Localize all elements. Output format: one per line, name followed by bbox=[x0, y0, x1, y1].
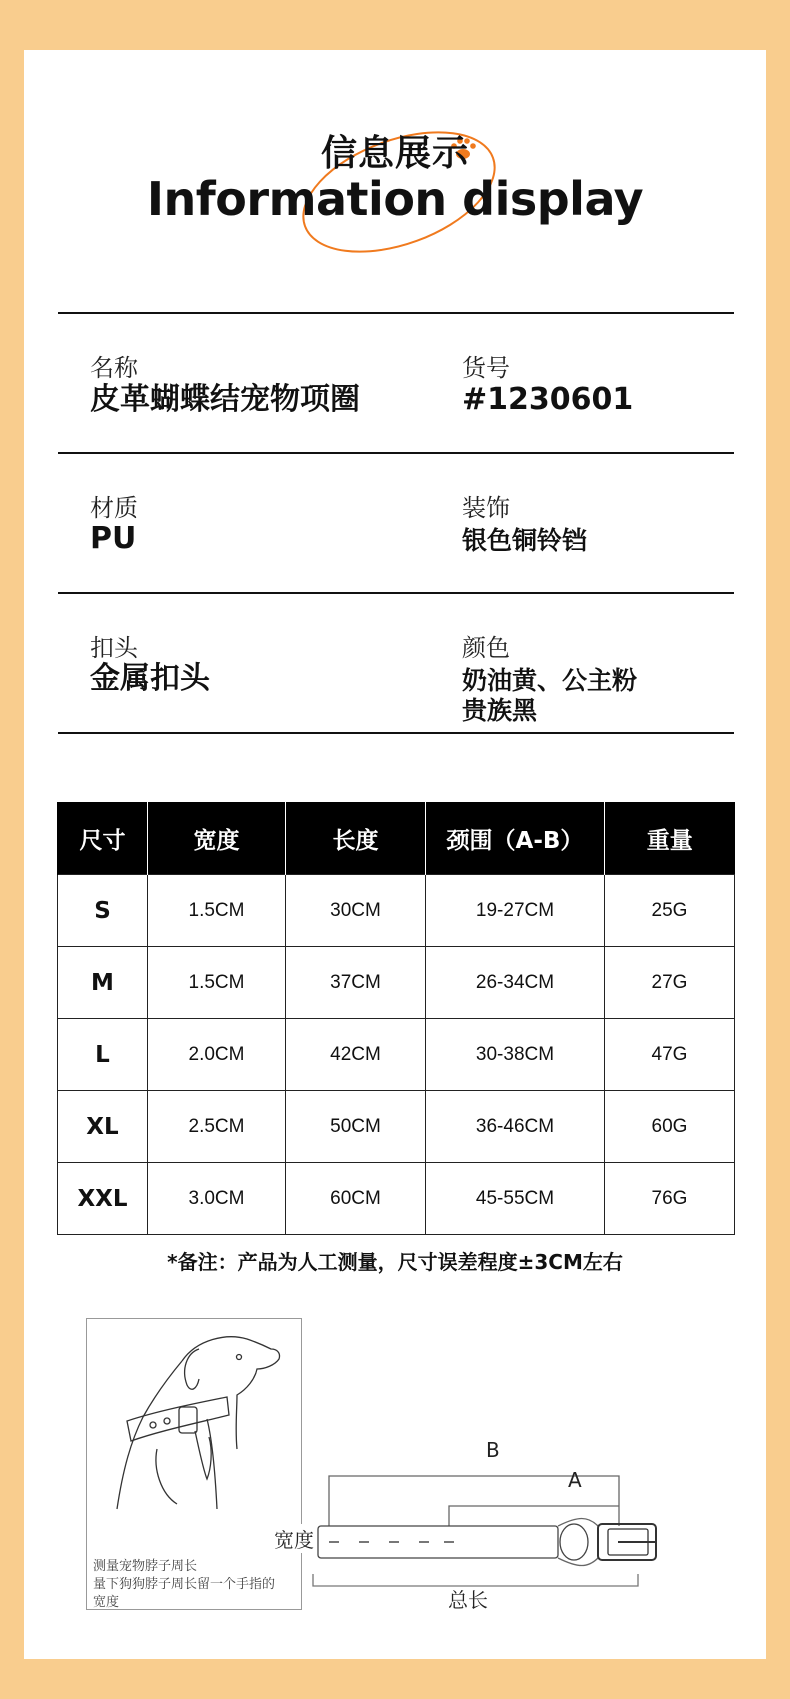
info-value-name: 皮革蝴蝶结宠物项圈 bbox=[90, 382, 360, 417]
table-row bbox=[58, 1091, 735, 1163]
info-label-color: 颜色 bbox=[462, 634, 510, 662]
table-cell: XL bbox=[58, 1091, 148, 1163]
dog-measure-panel bbox=[86, 1318, 302, 1610]
table-cell: 19-27CM bbox=[426, 875, 605, 947]
table-header-row bbox=[58, 802, 735, 875]
divider bbox=[58, 592, 734, 594]
dog-caption-line3: 宽度 bbox=[93, 1595, 120, 1610]
table-cell: 60G bbox=[605, 1091, 735, 1163]
info-label-decoration: 装饰 bbox=[462, 494, 510, 522]
divider bbox=[58, 452, 734, 454]
table-cell: 50CM bbox=[286, 1091, 426, 1163]
table-cell: 30CM bbox=[286, 875, 426, 947]
table-row bbox=[58, 875, 735, 947]
column-header-length: 长度 bbox=[286, 802, 426, 875]
info-label-buckle: 扣头 bbox=[90, 634, 138, 662]
table-cell: 76G bbox=[605, 1163, 735, 1235]
label-width: 宽度 bbox=[274, 1524, 314, 1553]
label-b: B bbox=[486, 1438, 500, 1462]
column-header-neck: 颈围（A-B） bbox=[426, 802, 605, 875]
table-cell: L bbox=[58, 1019, 148, 1091]
table-cell: 45-55CM bbox=[426, 1163, 605, 1235]
table-row bbox=[58, 1019, 735, 1091]
table-cell: M bbox=[58, 947, 148, 1019]
table-cell: 3.0CM bbox=[148, 1163, 286, 1235]
dog-caption-line2: 量下狗狗脖子周长留一个手指的 bbox=[93, 1577, 276, 1592]
info-value-color-line2: 贵族黑 bbox=[462, 696, 538, 725]
table-cell: 1.5CM bbox=[148, 875, 286, 947]
divider bbox=[58, 732, 734, 734]
dog-caption-line1: 测量宠物脖子周长 bbox=[93, 1559, 198, 1574]
table-cell: 60CM bbox=[286, 1163, 426, 1235]
table-row bbox=[58, 947, 735, 1019]
info-value-color-line1: 奶油黄、公主粉 bbox=[462, 666, 638, 695]
table-cell: XXL bbox=[58, 1163, 148, 1235]
label-a: A bbox=[568, 1468, 582, 1492]
info-value-sku: #1230601 bbox=[462, 382, 634, 417]
info-label-sku: 货号 bbox=[462, 354, 510, 382]
info-label-material: 材质 bbox=[90, 494, 138, 522]
section-header bbox=[24, 50, 766, 310]
table-cell: S bbox=[58, 875, 148, 947]
collar-diagram bbox=[288, 1376, 728, 1636]
table-row bbox=[58, 1163, 735, 1235]
dog-illustration bbox=[87, 1319, 301, 1519]
measurement-note: *备注：产品为人工测量，尺寸误差程度±3CM左右 bbox=[167, 1250, 623, 1274]
table-cell: 27G bbox=[605, 947, 735, 1019]
info-label-name: 名称 bbox=[90, 354, 138, 382]
title-english: Information display bbox=[146, 172, 644, 226]
info-value-material: PU bbox=[90, 521, 137, 556]
table-cell: 1.5CM bbox=[148, 947, 286, 1019]
table-cell: 2.5CM bbox=[148, 1091, 286, 1163]
label-total-length: 总长 bbox=[448, 1588, 488, 1612]
column-header-size: 尺寸 bbox=[58, 802, 148, 875]
table-cell: 42CM bbox=[286, 1019, 426, 1091]
table-cell: 2.0CM bbox=[148, 1019, 286, 1091]
info-card bbox=[24, 50, 766, 1659]
info-value-decoration: 银色铜铃铛 bbox=[462, 526, 588, 555]
title-chinese: 信息展示 bbox=[320, 133, 469, 174]
table-cell: 37CM bbox=[286, 947, 426, 1019]
table-cell: 47G bbox=[605, 1019, 735, 1091]
measurement-illustration bbox=[58, 1316, 734, 1656]
divider bbox=[58, 312, 734, 314]
column-header-weight: 重量 bbox=[605, 802, 735, 875]
size-table bbox=[57, 802, 735, 1235]
column-header-width: 宽度 bbox=[148, 802, 286, 875]
table-cell: 26-34CM bbox=[426, 947, 605, 1019]
table-cell: 25G bbox=[605, 875, 735, 947]
table-cell: 30-38CM bbox=[426, 1019, 605, 1091]
info-value-buckle: 金属扣头 bbox=[90, 661, 210, 696]
table-cell: 36-46CM bbox=[426, 1091, 605, 1163]
